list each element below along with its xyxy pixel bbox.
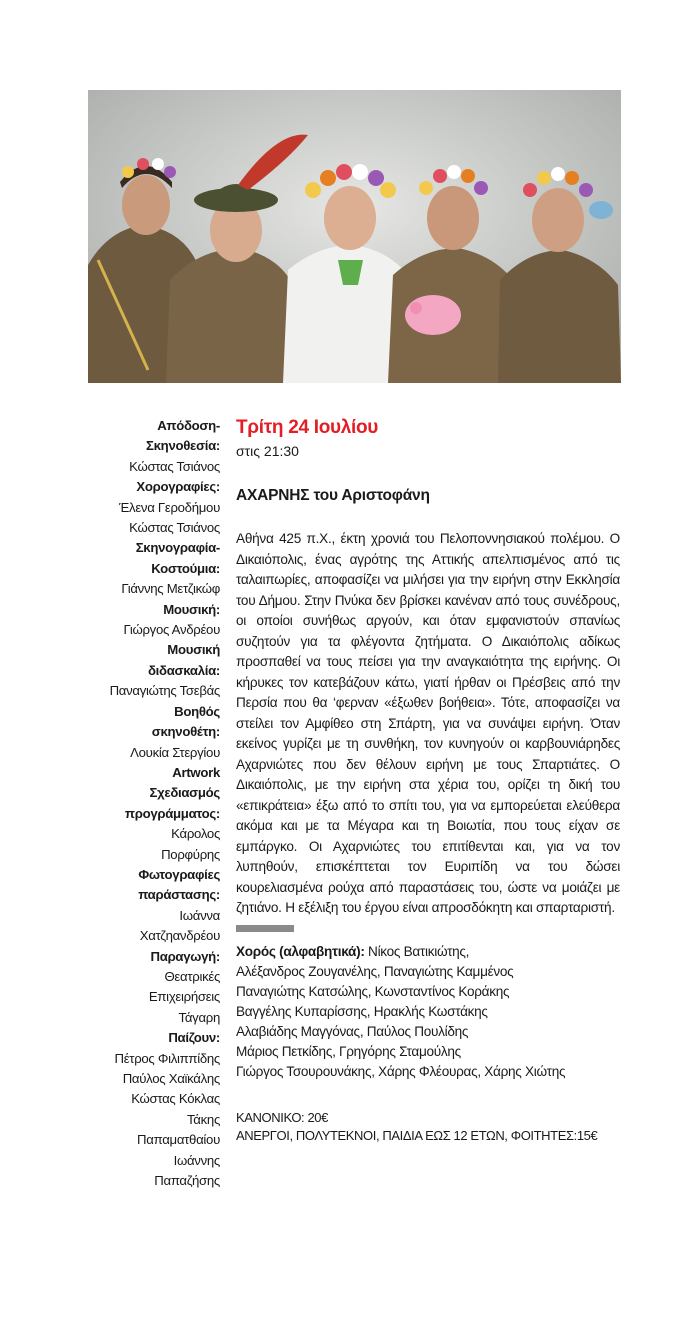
credit-name: Κώστας Κόκλας (131, 1091, 220, 1107)
credit-role: σκηνοθέτη: (151, 724, 220, 740)
credit-name: Γιάννης Μετζικώφ (121, 581, 220, 597)
credit-role: Απόδοση- (157, 418, 220, 433)
chorus-line: Γιώργος Τσουρουνάκης, Χάρης Φλέουρας, Χάρης Χιώτης (236, 1063, 566, 1079)
credit-role: Σκηνοθεσία: (146, 438, 220, 454)
credit-name: Πέτρος Φιλιππίδης (114, 1050, 220, 1066)
credit-name: Παπαματθαίου (137, 1132, 220, 1148)
credit-name: Κώστας Τσιάνος (129, 458, 220, 474)
credit-role: Βοηθός (174, 703, 220, 719)
credit-name: Πορφύρης (161, 846, 220, 862)
credit-name: Τάγαρη (178, 1009, 220, 1025)
synopsis-text: Αθήνα 425 π.Χ., έκτη χρονιά του Πελοποννησιακού πολέμου. Ο Δικαιόπολις, ένας αγρότης της Αττικής απελπισμένος από τις ταλαιπωρίες, αποφασίζει να μιλήσει για την ειρήνη στην Εκκλησία του Δήμου. Στην Πνύκα δεν βρίσκει κανέναν από τους συνέδρους, οι οποίοι συνήθως αργούν, και όταν εμφανιστούν σπανίως συζητούν για τα φλέγοντα ζητήματα. Ο Δικαιόπολις αδίκως προσπαθεί να τους πείσει για την αναγκαιότητα της ειρήνης. Οι κήρυκες τον κατεβάζουν κάτω, γιατί ήρθαν οι Πρέσβεις από την Περσία που θα ‘φερναν «έξωθεν βοήθεια». Τότε, αποφασίζει να στείλει τον Αμφίθεο στη Σπάρτη, για να συνάψει ειρήνη. Όταν εκείνος γυρίζει με τη συνθήκη, τον κυνηγούν οι καρβουνιάρηδες Αχαρνιώτες που δεν θέλουν ειρήνη με τους Σπαρτιάτες. Ο Δικαιόπολις, με την ειρήνη στα χέρια του, ορίζει τη δική του «επικράτεια» έξω από το σπίτι του, για να εμπορεύεται ελεύθερα ακόμα και με τα Μέγαρα και τη Βοιωτία, που τους είχαν σε εμπάργκο. Οι Αχαρνιώτες του επιτίθενται και, για να τον λυπηθούν, επισκέπτεται τον Ευριπίδη να του δώσει κουρελιασμένα ρούχα από παραστάσεις του, ώστε να μοιάζει με ζητιάνο. Η εξέλιξη του έργου είναι απροσδόκητη και σπαρταριστή. (236, 531, 620, 915)
credit-name: Κάρολος (171, 826, 220, 842)
credit-role: Artwork (172, 764, 220, 780)
chorus-line: Βαγγέλης Κυπαρίσσης, Ηρακλής Κωστάκης (236, 1003, 488, 1019)
credit-role: διδασκαλία: (147, 662, 220, 678)
divider-bar (236, 925, 294, 932)
credit-role: Κοστούμια: (151, 560, 220, 576)
chorus-line: Παναγιώτης Κατσώλης, Κωνσταντίνος Κοράκης (236, 983, 510, 999)
credit-name: Τάκης (186, 1111, 220, 1127)
chorus-label: Χορός (αλφαβητικά): (236, 943, 365, 959)
credit-role: Φωτογραφίες (138, 866, 220, 882)
poster-illustration (88, 90, 621, 383)
credit-role: παράστασης: (138, 887, 220, 903)
credit-name: Παπαζήσης (154, 1173, 220, 1189)
credit-role: Χορογραφίες: (136, 479, 220, 495)
credit-name: Θεατρικές (164, 968, 220, 984)
credit-name: Έλενα Γεροδήμου (119, 499, 220, 515)
poster-photo (88, 90, 621, 383)
chorus-line: Αλαβιάδης Μαγγόνας, Παύλος Πουλίδης (236, 1023, 469, 1039)
credit-name: Κώστας Τσιάνος (129, 520, 220, 536)
chorus-line: Μάριος Πετκίδης, Γρηγόρης Σταμούλης (236, 1043, 461, 1059)
price-reduced: ΑΝΕΡΓΟΙ, ΠΟΛΥΤΕΚΝΟΙ, ΠΑΙΔΙΑ ΕΩΣ 12 ΕΤΩΝ, ΦΟΙΤΗΤΕΣ:15€ (236, 1127, 598, 1143)
credit-role: Παίζουν: (168, 1030, 220, 1046)
credit-name: Ιωάννα (179, 907, 220, 923)
credit-name: Παναγιώτης Τσεβάς (109, 683, 220, 699)
credit-name: Επιχειρήσεις (148, 989, 220, 1005)
price-regular: ΚΑΝΟΝΙΚΟ: 20€ (236, 1109, 328, 1125)
main-column (236, 416, 620, 1145)
credits-column (70, 416, 220, 1191)
credit-role: Μουσική (167, 642, 220, 658)
chorus-list (236, 942, 620, 1082)
credit-name: Παύλος Χαϊκάλης (122, 1071, 220, 1086)
credit-role: Σκηνογραφία- (135, 540, 220, 556)
credit-name: Λουκία Στεργίου (130, 744, 220, 760)
credit-name: Γιώργος Ανδρέου (123, 622, 220, 638)
play-title: ΑΧΑΡΝΗΣ του Αριστοφάνη (236, 487, 430, 504)
credit-name: Ιωάννης (173, 1152, 220, 1168)
credit-name: Χατζηανδρέου (139, 928, 220, 944)
event-time: στις 21:30 (236, 443, 299, 459)
event-date: Τρίτη 24 Ιουλίου (236, 417, 379, 438)
chorus-first-line (236, 942, 620, 962)
credit-role: προγράμματος: (124, 805, 220, 821)
credit-role: Παραγωγή: (150, 948, 220, 964)
credit-role: Μουσική: (163, 601, 220, 617)
chorus-line: Αλέξανδρος Ζουγανέλης, Παναγιώτης Καμμένος (236, 963, 514, 979)
ticket-prices (236, 1109, 620, 1145)
chorus-first-name: Νίκος Βατικιώτης, (364, 943, 470, 959)
credit-role: Σχεδιασμός (149, 785, 220, 801)
